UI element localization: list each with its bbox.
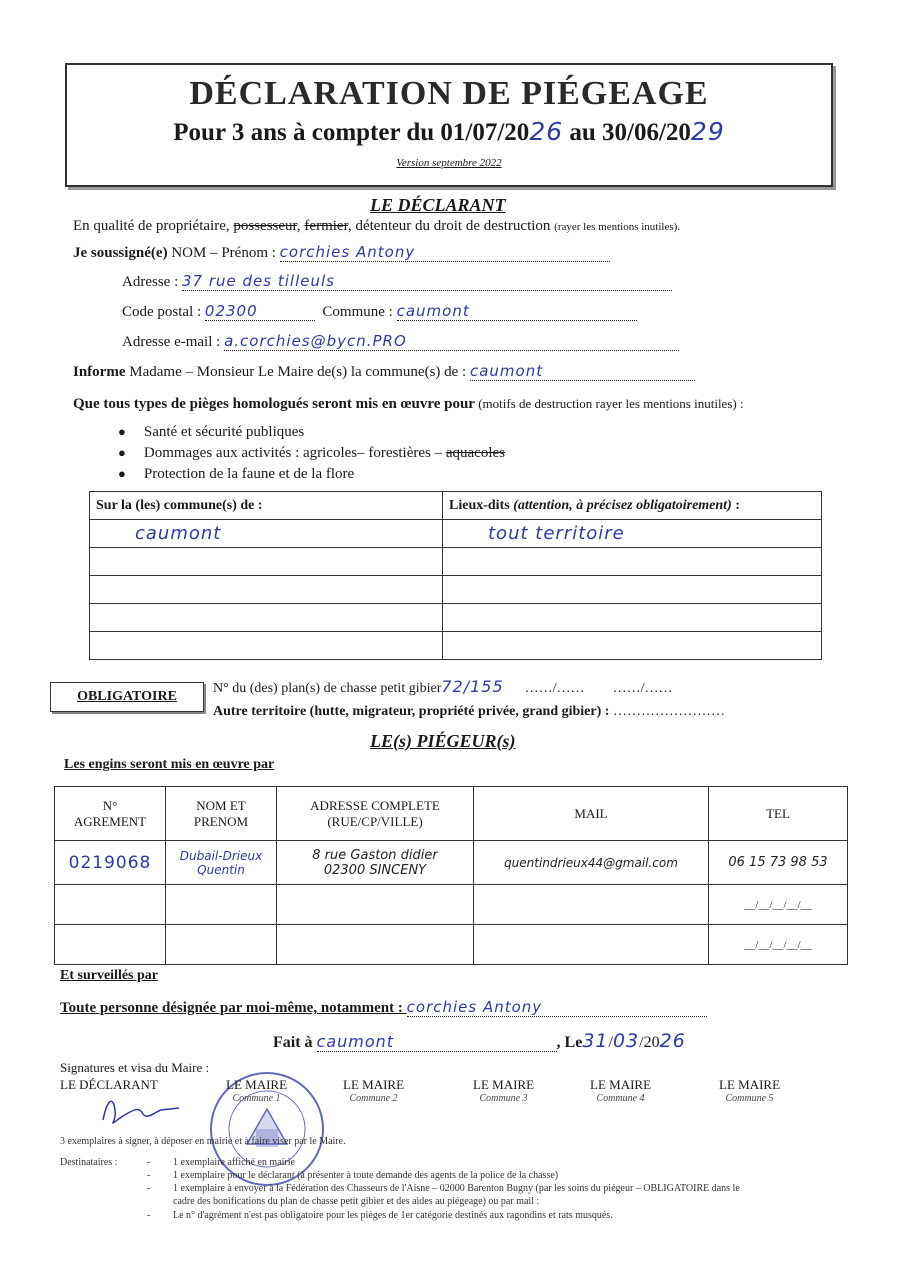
autre-territoire-field[interactable]: …………………… [612, 704, 725, 719]
quality-suffix: , détenteur du droit de destruction [347, 218, 551, 234]
year-end-field[interactable]: 29 [690, 117, 725, 146]
page-title: DÉCLARATION DE PIÉGEAGE [189, 75, 709, 112]
commune-3-label: Commune 3 [479, 1093, 528, 1104]
piegeurs-section-title: LE(s) PIÉGEUR(s) [370, 731, 516, 751]
table-row [90, 520, 822, 548]
postal-line [122, 302, 637, 321]
piegeurs-intro: Les engins seront mis en œuvre par [64, 757, 275, 772]
commune-cell[interactable] [90, 576, 443, 604]
commune-1-label: Commune 1 [232, 1093, 281, 1104]
address-field[interactable]: 37 rue des tilleuls [182, 272, 672, 291]
adresse-header [277, 787, 474, 841]
bullet-icon: ● [118, 466, 126, 481]
fait-place-field[interactable]: caumont [317, 1032, 557, 1052]
mail-header: MAIL [474, 787, 709, 841]
lieux-header-note: (attention, à précisez obligatoirement) [509, 497, 732, 513]
commune-cell[interactable]: caumont [90, 520, 443, 548]
autre-territoire-line [213, 704, 725, 720]
email-field[interactable]: a.corchies@bycn.PRO [224, 332, 679, 351]
nom-cell[interactable] [166, 885, 277, 925]
maire-label: LE MAIRE [590, 1077, 652, 1092]
nom-header-1: NOM ET [196, 797, 246, 813]
name-label-bold: Je soussigné(e) [73, 245, 168, 261]
surveillance-label: Toute personne désignée par moi-même, notamment : [60, 1000, 407, 1016]
adresse-header-1: ADRESSE COMPLETE [310, 797, 440, 813]
maire-label: LE MAIRE [343, 1077, 405, 1092]
agrement-header-2: AGREMENT [73, 813, 147, 829]
surveillance-person-field[interactable]: corchies Antony [407, 998, 707, 1017]
name-line [73, 243, 610, 262]
dest-item-2: 1 exemplaire pour le déclarant (à présenter à toute demande des agents de la police de la chasse) [173, 1170, 559, 1181]
plan-label: N° du (des) plan(s) de chasse petit gibier [213, 681, 442, 696]
signatures-title: Signatures et visa du Maire : [60, 1060, 210, 1075]
quality-sep: , [296, 218, 305, 234]
dest-item-1: 1 exemplaire affiché en mairie [173, 1157, 295, 1168]
table-row [55, 841, 848, 885]
dest-dash-3: - [147, 1183, 151, 1194]
quality-note: (rayer les mentions inutiles). [554, 221, 681, 233]
quality-struck-possesseur: possesseur [233, 218, 297, 234]
nom-header-2: PRENOM [193, 813, 249, 829]
agrement-cell[interactable] [55, 925, 166, 965]
year-prefix: /20 [639, 1034, 660, 1051]
nom-cell[interactable] [166, 841, 277, 885]
maire-2 [343, 1077, 404, 1104]
dest-dash-2: - [147, 1170, 151, 1181]
bullet-3 [118, 466, 354, 483]
maire-4 [590, 1077, 651, 1104]
bullet-2-struck: aquacoles [445, 445, 505, 461]
bullet-2 [118, 445, 505, 462]
declarant-signature[interactable] [95, 1090, 185, 1130]
plan-number-field-2[interactable]: ……/…… [524, 681, 585, 696]
adresse-cell[interactable] [277, 925, 474, 965]
adresse-ville-value: 02300 SINCENY [323, 862, 427, 878]
subtitle-mid: au 30/06/20 [563, 119, 691, 146]
version-note: Version septembre 2022 [396, 157, 502, 169]
piegeurs-table [54, 786, 848, 965]
bullet-icon: ● [118, 445, 126, 460]
obligatoire-badge: OBLIGATOIRE [50, 682, 204, 712]
period-subtitle [67, 117, 831, 147]
quality-struck-fermier: fermier [304, 218, 348, 234]
communes-table [89, 491, 822, 660]
dest-item-3: 1 exemplaire à envoyer à la Fédération des Chasseurs de l'Aisne – 02000 Barenton Bugny (par les soins du piégeur – OBLIGATOIRE dans le [173, 1183, 740, 1194]
bullet-3-text: Protection de la faune et de la flore [143, 466, 355, 482]
bullet-1-text: Santé et sécurité publiques [143, 424, 305, 440]
plan-line [213, 677, 672, 697]
lieu-dit-cell[interactable] [443, 632, 822, 660]
agrement-header [55, 787, 166, 841]
agrement-cell[interactable]: 0219068 [55, 841, 166, 885]
surveillance-line [60, 998, 707, 1017]
fait-label: Fait à [273, 1034, 317, 1051]
maire-3 [473, 1077, 534, 1104]
commune-cell[interactable] [90, 548, 443, 576]
commune-2-label: Commune 2 [349, 1093, 398, 1104]
table-row [90, 632, 822, 660]
adresse-rue-value: 8 rue Gaston didier [312, 847, 438, 863]
adresse-cell[interactable] [277, 885, 474, 925]
adresse-cell[interactable] [277, 841, 474, 885]
dest-dash-1: - [147, 1157, 151, 1168]
agrement-header-1: N° [102, 797, 118, 813]
quality-prefix: En qualité de propriétaire, [73, 218, 234, 234]
purpose-bold: Que tous types de pièges homologués seront mis en œuvre pour [73, 396, 475, 412]
table-row [55, 885, 848, 925]
plan-number-field-3[interactable]: ……/…… [612, 681, 673, 696]
prenom-value: Quentin [197, 862, 245, 877]
communes-table-header [90, 492, 822, 520]
lieux-col-header [443, 492, 822, 520]
surveillance-title: Et surveillés par [60, 968, 158, 983]
mail-cell[interactable] [474, 885, 709, 925]
name-field[interactable]: corchies Antony [280, 243, 610, 262]
piegeurs-table-header [55, 787, 848, 841]
maire-label: LE MAIRE [473, 1077, 535, 1092]
address-label: Adresse : [122, 274, 182, 290]
bullet-1 [118, 424, 304, 441]
maire-label: LE MAIRE [226, 1077, 288, 1092]
maire-5 [719, 1077, 780, 1104]
lieu-dit-cell[interactable] [443, 548, 822, 576]
commune-field[interactable]: caumont [397, 302, 637, 321]
tel-header: TEL [709, 787, 848, 841]
agrement-cell[interactable] [55, 885, 166, 925]
le-label: , Le [556, 1034, 583, 1051]
mail-cell[interactable]: quentindrieux44@gmail.com [474, 841, 709, 885]
maire-label: LE MAIRE [719, 1077, 781, 1092]
tel-cell[interactable]: __/__/__/__/__ [709, 885, 848, 925]
commune-cell[interactable] [90, 604, 443, 632]
table-row [55, 925, 848, 965]
tel-cell[interactable]: __/__/__/__/__ [709, 925, 848, 965]
purpose-line [73, 396, 744, 413]
month-field[interactable]: 03 [612, 1030, 640, 1052]
bullet-icon: ● [118, 424, 126, 439]
dest-dash-4: - [147, 1210, 151, 1221]
commune-4-label: Commune 4 [596, 1093, 645, 1104]
commune-cell[interactable] [90, 632, 443, 660]
nom-header [166, 787, 277, 841]
table-row [90, 548, 822, 576]
dest-item-3b: cadre des bonifications du plan de chasse petit gibier et des aides au piégeage) ou par mail : [173, 1196, 540, 1207]
lieu-dit-cell[interactable]: tout territoire [443, 520, 822, 548]
declarant-section-title: LE DÉCLARANT [370, 195, 506, 215]
dest-item-4: Le n° d'agrément n'est pas obligatoire pour les pièges de 1er catégorie destinés aux ragondins et rats musqués. [173, 1210, 613, 1221]
address-line [122, 272, 672, 291]
lieu-dit-cell[interactable] [443, 604, 822, 632]
day-field[interactable]: 31 [582, 1030, 609, 1052]
nom-cell[interactable] [166, 925, 277, 965]
maire-1 [226, 1077, 287, 1104]
inform-line [73, 362, 695, 381]
postal-label: Code postal : [122, 304, 205, 320]
lieux-header-bold: Lieux-dits [449, 497, 510, 513]
commune-label: Commune : [322, 304, 397, 320]
tel-cell[interactable]: 06 15 73 98 53 [709, 841, 848, 885]
declarant-signature-label: LE DÉCLARANT [60, 1077, 158, 1092]
bullet-2-text: Dommages aux activités : agricoles– forestières – [143, 445, 446, 461]
title-box [65, 63, 833, 187]
email-line [122, 332, 679, 351]
table-row [90, 576, 822, 604]
commune-5-label: Commune 5 [725, 1093, 774, 1104]
purpose-note: (motifs de destruction rayer les mentions inutiles) : [474, 396, 744, 411]
communes-col-header: Sur la (les) commune(s) de : [90, 492, 443, 520]
subtitle-prefix: Pour 3 ans à compter du 01/07/20 [173, 119, 530, 146]
email-label: Adresse e-mail : [122, 334, 225, 350]
name-label: NOM – Prénom : [167, 245, 280, 261]
fait-line: Fait à caumont , Le31/03/2026 [273, 1030, 686, 1052]
adresse-header-2: (RUE/CP/VILLE) [327, 813, 423, 829]
lieux-header-end: : [731, 497, 740, 513]
mail-cell[interactable] [474, 925, 709, 965]
nom-value: Dubail-Drieux [179, 848, 263, 863]
quality-line [73, 218, 680, 235]
destinataires-label: Destinataires : [60, 1157, 118, 1168]
postal-code-field[interactable]: 02300 [205, 302, 315, 321]
plan-number-field[interactable]: 72/155 [441, 677, 504, 696]
footer-note: 3 exemplaires à signer, à déposer en mairie et à faire viser par le Maire. [60, 1136, 346, 1147]
inform-label-bold: Informe [73, 364, 126, 380]
year-start-field[interactable]: 26 [529, 117, 564, 146]
inform-commune-field[interactable]: caumont [470, 362, 695, 381]
inform-label: Madame – Monsieur Le Maire de(s) la commune(s) de : [125, 364, 470, 380]
year-field[interactable]: 26 [659, 1030, 686, 1052]
lieu-dit-cell[interactable] [443, 576, 822, 604]
autre-label: Autre territoire (hutte, migrateur, propriété privée, grand gibier) : [213, 704, 613, 719]
table-row [90, 604, 822, 632]
